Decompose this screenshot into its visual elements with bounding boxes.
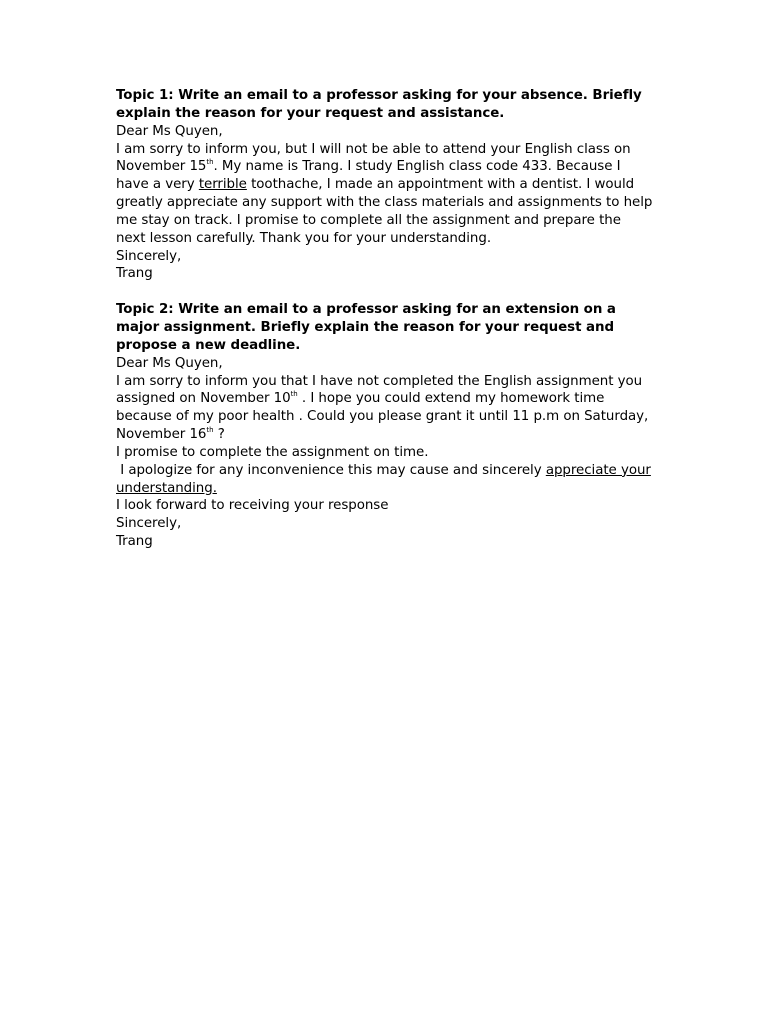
topic-1-closing: Sincerely, (116, 248, 182, 264)
topic-1-body (116, 141, 654, 248)
topic-2-superscript-1: th (290, 390, 298, 399)
topic-2-body-text-3: ? (213, 427, 225, 443)
topic-2-apology-text: I apologize for any inconvenience this may cause and sincerely (116, 462, 546, 478)
topic-2-closing: Sincerely, (116, 516, 182, 532)
topic-1-body-text-3: toothache, I made an appointment with a dentist. I would greatly appreciate any support with the class materials and assignments to help me stay on track. I promise to complete all the assignment and prepare the next lesson carefully. Thank you for your understanding. (116, 177, 653, 246)
topic-2-body (116, 373, 654, 444)
topic-2-body-text-2: . I hope you could extend my homework time because of my poor health . Could you please grant it until 11 p.m on Saturday, November 16 (116, 391, 649, 443)
topic-2-look-forward: I look forward to receiving your response (116, 498, 389, 514)
topic-2-greeting: Dear Ms Quyen, (116, 355, 223, 371)
topic-2-underlined-phrase: appreciate your understanding. (116, 462, 651, 496)
topic-1-superscript: th (206, 158, 214, 167)
topic-2-body-text-1: I am sorry to inform you that I have not completed the English assignment you assigned on November 10 (116, 373, 643, 407)
topic-2-signature: Trang (116, 534, 153, 550)
topic-1-body-text-2: . My name is Trang. I study English class code 433. Because I have a very (116, 159, 621, 193)
topic-1-body-text-1: I am sorry to inform you, but I will not be able to attend your English class on November 15 (116, 141, 631, 175)
document-page (116, 87, 654, 551)
topic-1-signature: Trang (116, 266, 153, 282)
topic-2-heading: Topic 2: Write an email to a professor asking for an extension on a major assignment. Briefly explain the reason for your request and propose a new deadline. (116, 302, 616, 353)
section-spacer (116, 283, 654, 301)
topic-2-superscript-2: th (206, 426, 214, 435)
topic-1-heading: Topic 1: Write an email to a professor asking for your absence. Briefly explain the reason for your request and assistance. (116, 88, 642, 121)
topic-2-promise: I promise to complete the assignment on time. (116, 444, 429, 460)
topic-2-apology (116, 462, 654, 498)
topic-1-greeting: Dear Ms Quyen, (116, 123, 223, 139)
topic-1-underlined-word: terrible (198, 177, 247, 193)
